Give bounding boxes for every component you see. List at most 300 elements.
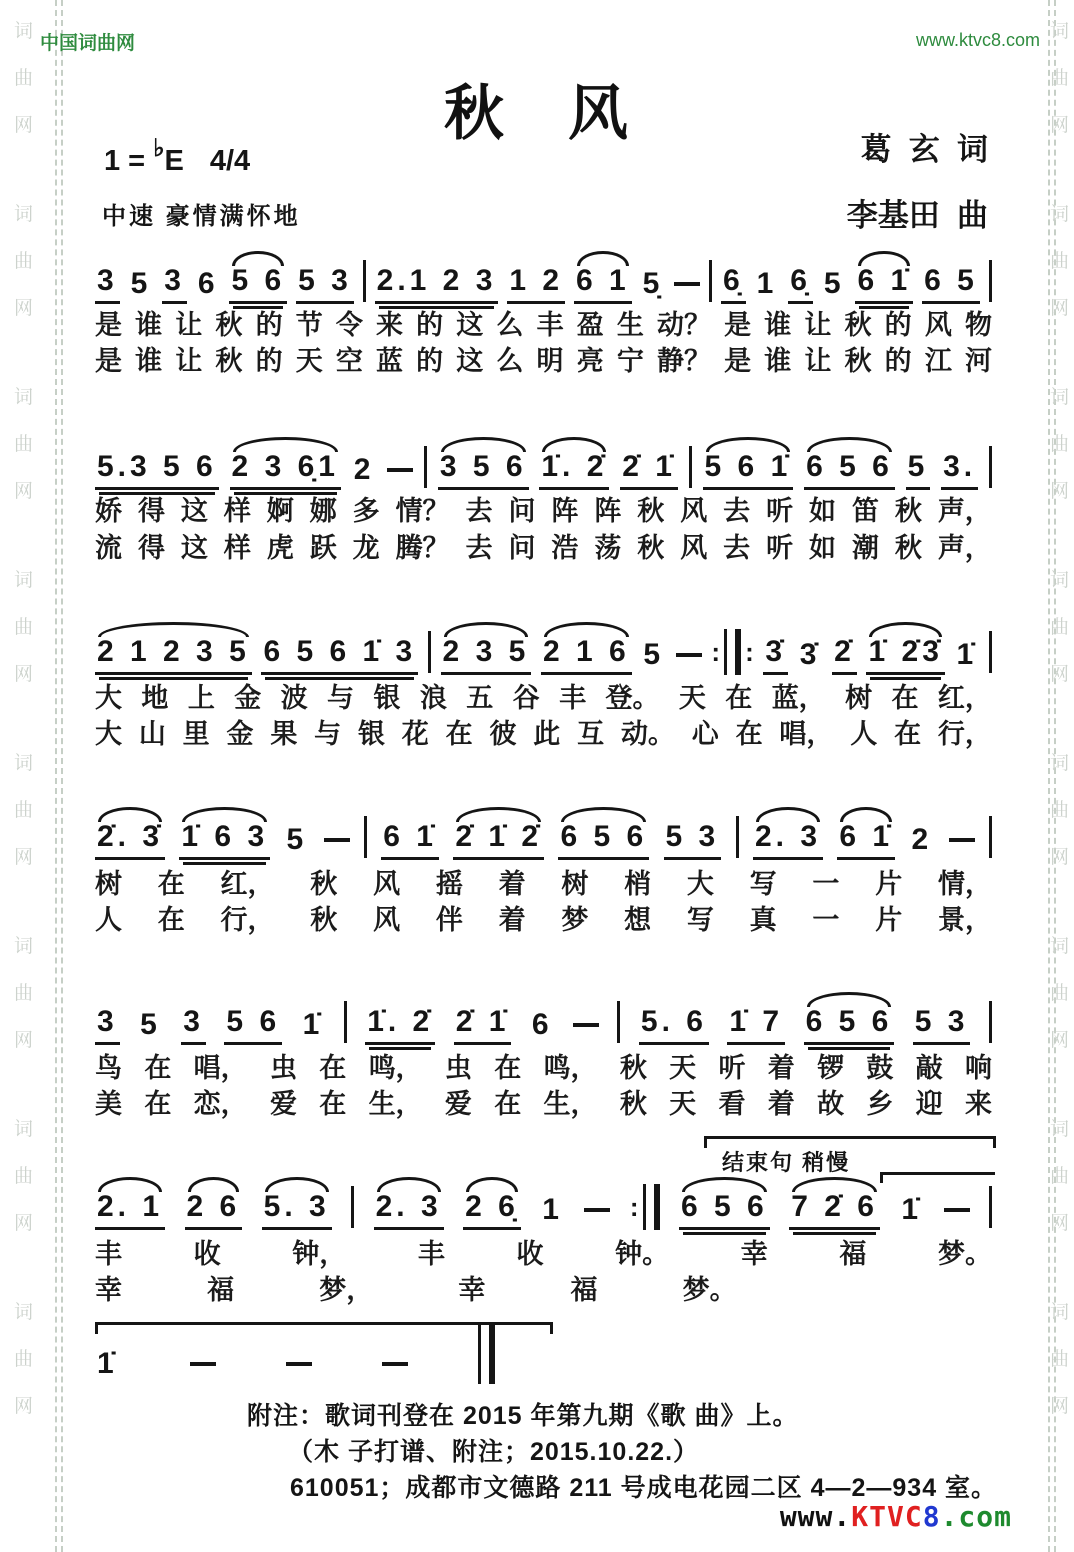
lyric-syllable: 鸣，	[543, 1053, 598, 1083]
watermark-char: 网	[1050, 481, 1070, 502]
lyric-syllable: 样	[223, 533, 251, 563]
watermark-group	[14, 374, 33, 515]
note-group: 5. 6	[639, 1005, 709, 1045]
lyric-syllable: 让	[804, 346, 832, 376]
note-dash	[382, 1362, 408, 1366]
tie-bracket	[880, 1172, 995, 1183]
notation-system-7	[95, 1332, 495, 1384]
note-group: 3	[162, 264, 187, 304]
ending-label: 结束句 稍慢	[722, 1150, 851, 1175]
left-dashed-border	[55, 0, 57, 1552]
lyric-syllable: 果	[270, 719, 298, 749]
watermark-char: 网	[14, 481, 34, 502]
lyric-syllable: 爱	[444, 1089, 472, 1119]
notation-system-6	[95, 1178, 992, 1230]
lyric-syllable: 片	[875, 869, 903, 899]
lyric-syllable: 钟，	[292, 1239, 347, 1269]
lyric-syllable: 来	[375, 310, 403, 340]
note-group: 6 5 6	[679, 1190, 770, 1230]
watermark-char: 网	[1050, 664, 1070, 685]
lyric-syllable: 梦。	[682, 1275, 737, 1305]
lyric-syllable: 山	[138, 719, 166, 749]
note-group: 6̣	[721, 264, 746, 304]
key-prefix: 1 =	[104, 145, 154, 177]
lyric-syllable: 秋	[844, 346, 872, 376]
note-group: 5 6	[229, 264, 287, 304]
lyric-syllable: 是	[95, 310, 122, 340]
watermark-char: 曲	[1050, 1349, 1070, 1370]
footnote-address: 610051；成都市文德路 211 号成电花园二区 4—2—934 室。	[290, 1474, 998, 1502]
note-group: 2̇. 3̇	[95, 820, 165, 860]
lyric-syllable: 这	[180, 533, 208, 563]
note-group: 2 3 5	[441, 635, 532, 675]
notation-system-5	[95, 993, 992, 1045]
lyric-syllable: 花	[401, 719, 429, 749]
note-group: 5	[140, 1008, 161, 1041]
lyric-syllable: 得	[137, 533, 165, 563]
lyric-syllable: 的	[255, 310, 283, 340]
lyric-syllable: 明	[536, 346, 564, 376]
barline	[351, 1186, 354, 1228]
note-group: 5	[643, 638, 665, 671]
lyric-syllable: 钟。	[615, 1239, 670, 1269]
repeat-sign	[711, 629, 753, 675]
lyric-syllable: 谁	[764, 346, 792, 376]
lyrics-row	[95, 1082, 992, 1121]
lyric-syllable: 的	[416, 310, 444, 340]
watermark-group	[14, 191, 33, 332]
barline	[424, 446, 427, 488]
lyric-syllable: 着	[767, 1089, 795, 1119]
lyrics-row	[95, 303, 992, 342]
watermark-char: 词	[14, 21, 34, 42]
lyric-syllable: 写	[686, 905, 714, 935]
note-group: 6 1̇	[837, 820, 895, 860]
lyric-syllable: 去	[465, 533, 493, 563]
note-group: 3.	[941, 450, 978, 490]
watermark-char: 曲	[1050, 1166, 1070, 1187]
notation-system-1	[95, 252, 992, 304]
lyrics-row	[95, 339, 992, 378]
note-group: 2 6̣	[463, 1190, 521, 1230]
lyric-syllable: 生，	[543, 1089, 598, 1119]
barline	[989, 816, 992, 858]
lyric-syllable: 的	[884, 310, 912, 340]
lyric-syllable: 伴	[435, 905, 463, 935]
lyric-syllable: 天	[669, 1053, 697, 1083]
note-group: 2. 3	[374, 1190, 444, 1230]
lyric-syllable: 天	[678, 683, 706, 713]
note-dash	[584, 1208, 610, 1212]
watermark-char: 网	[14, 1396, 34, 1417]
lyric-syllable: 秋	[215, 310, 243, 340]
lyric-syllable: 阵	[594, 496, 622, 526]
right-watermark-column	[1050, 8, 1069, 1472]
lyric-syllable: 丰	[536, 310, 564, 340]
barline	[364, 816, 367, 858]
barline	[989, 446, 992, 488]
watermark-group	[14, 740, 33, 881]
note-group: 1̇	[956, 638, 978, 671]
lyric-syllable: 是	[724, 310, 752, 340]
key-signature	[104, 134, 250, 178]
flat-sign: ♭	[153, 135, 165, 162]
note-group: 1̇ 2̇3̇	[866, 635, 944, 675]
watermark-char: 词	[1050, 1302, 1070, 1323]
lyric-syllable: 谷	[512, 683, 540, 713]
watermark-group	[1050, 374, 1069, 515]
note-group: 6 1	[574, 264, 632, 304]
note-group: 1̇	[97, 1347, 118, 1380]
note-group: 1̇. 2̇	[539, 450, 609, 490]
watermark-char: 词	[1050, 1119, 1070, 1140]
lyric-syllable: 锣	[817, 1053, 845, 1083]
lyric-syllable: 在	[894, 719, 922, 749]
lyric-syllable: 大	[95, 719, 122, 749]
lyric-syllable: 秋	[619, 1089, 647, 1119]
lyric-syllable: 收	[193, 1239, 221, 1269]
lyric-syllable: 一	[812, 905, 840, 935]
watermark-char: 网	[1050, 1030, 1070, 1051]
lyric-syllable: 来	[965, 1089, 992, 1119]
site-name-link[interactable]: 中国词曲网	[40, 33, 136, 54]
left-watermark-column	[14, 8, 33, 1472]
lyrics-row	[95, 1232, 992, 1271]
note-group: 5	[906, 450, 931, 490]
lyric-syllable: 爱	[269, 1089, 297, 1119]
lyric-syllable: 福	[570, 1275, 598, 1305]
lyric-syllable: 蓝	[375, 346, 403, 376]
site-url-link[interactable]: www.ktvc8.com	[915, 30, 1040, 50]
note-group: 5	[286, 823, 308, 856]
lyric-syllable: 是	[95, 346, 122, 376]
left-dashed-border	[61, 0, 63, 1552]
lyric-syllable: 流	[95, 533, 122, 563]
lyrics-row	[95, 1268, 992, 1307]
lyric-syllable: 福	[207, 1275, 235, 1305]
lyric-syllable: 蓝，	[771, 683, 826, 713]
lyric-syllable: 秋	[894, 533, 922, 563]
note-group: 5	[823, 267, 845, 300]
note-group: 1̇ 6 3	[179, 820, 270, 860]
note-group: 2̇	[832, 635, 857, 675]
watermark-group	[14, 1106, 33, 1247]
note-group: 5.3 5 6	[95, 450, 219, 490]
lyric-syllable: 金	[226, 719, 254, 749]
watermark-char: 词	[14, 753, 34, 774]
lyric-syllable: 的	[255, 346, 283, 376]
note-dash	[944, 1208, 970, 1212]
watermark-char: 词	[1050, 387, 1070, 408]
lyric-syllable: 迎	[915, 1089, 943, 1119]
lyric-syllable: 腾？	[395, 533, 450, 563]
note-group: 6 5 6 1̇ 3	[261, 635, 418, 675]
lyric-syllable: 宁	[616, 346, 644, 376]
lyric-syllable: 笛	[851, 496, 879, 526]
lyric-syllable: 谁	[764, 310, 792, 340]
lyric-syllable: 江	[924, 346, 952, 376]
barline	[709, 260, 712, 302]
lyric-syllable: 银	[373, 683, 401, 713]
lyric-syllable: 幸	[458, 1275, 486, 1305]
note-group: 1̇. 2̇	[365, 1005, 435, 1045]
lyric-syllable: 声，	[937, 496, 992, 526]
watermark-group	[1050, 923, 1069, 1064]
note-group: 2̇ 1̇	[620, 450, 678, 490]
note-group: 2.1 2 3	[375, 264, 499, 304]
watermark-group	[14, 557, 33, 698]
note-group: 5 6 1̇	[703, 450, 794, 490]
note-group: 2. 3	[753, 820, 823, 860]
lyric-syllable: 写	[749, 869, 777, 899]
note-dash	[573, 1023, 599, 1027]
lyric-syllable: 静？	[656, 346, 711, 376]
lyric-syllable: 让	[804, 310, 832, 340]
time-signature: 4/4	[209, 145, 251, 177]
lyric-syllable: 树	[845, 683, 873, 713]
lyric-syllable: 风	[680, 496, 708, 526]
lyric-syllable: 着	[767, 1053, 795, 1083]
watermark-group	[1050, 1106, 1069, 1247]
note-group: 5 3	[664, 820, 722, 860]
lyric-syllable: 去	[723, 533, 751, 563]
lyrics-row	[95, 676, 992, 715]
lyric-syllable: 风	[373, 869, 401, 899]
song-title: 秋 风	[444, 81, 630, 147]
lyric-syllable: 鸣，	[368, 1053, 423, 1083]
note-group: 5	[130, 267, 152, 300]
barline	[989, 1186, 992, 1228]
note-group: 2 1 6	[541, 635, 632, 675]
lyric-syllable: 秋	[894, 496, 922, 526]
note-group: 6 1̇	[855, 264, 913, 304]
repeat-dots: :	[629, 1191, 639, 1222]
logo-ktvc: KTVC	[851, 1500, 923, 1533]
lyric-syllable: 婀	[266, 496, 294, 526]
repeat-dots: :	[711, 636, 721, 667]
lyrics-row	[95, 862, 992, 901]
lyric-syllable: 梦。	[938, 1239, 992, 1269]
lyric-syllable: 么	[496, 310, 524, 340]
lyric-syllable: 风	[373, 905, 401, 935]
lyric-syllable: 与	[314, 719, 342, 749]
lyric-syllable: 动？	[656, 310, 711, 340]
lyric-syllable: 亮	[576, 346, 604, 376]
lyric-syllable: 红，	[220, 869, 275, 899]
note-group: 3	[95, 1005, 120, 1045]
lyric-syllable: 秋	[215, 346, 243, 376]
note-dash	[387, 468, 413, 472]
lyrics-row	[95, 526, 992, 565]
barline	[428, 631, 431, 673]
watermark-char: 曲	[1050, 983, 1070, 1004]
barline	[989, 1001, 992, 1043]
lyric-syllable: 秋	[310, 905, 338, 935]
watermark-char: 网	[1050, 298, 1070, 319]
watermark-char: 词	[14, 387, 34, 408]
repeat-barline	[724, 629, 741, 675]
watermark-char: 曲	[14, 983, 34, 1004]
lyric-syllable: 这	[180, 496, 208, 526]
note-group: 5 6	[224, 1005, 282, 1045]
lyric-syllable: 丰	[417, 1239, 445, 1269]
lyric-syllable: 得	[137, 496, 165, 526]
watermark-char: 曲	[14, 68, 34, 89]
note-group: 6 5 6	[804, 450, 895, 490]
lyric-syllable: 听	[718, 1053, 746, 1083]
lyric-syllable: 听	[766, 533, 794, 563]
lyric-syllable: 样	[223, 496, 251, 526]
note-group: 6	[531, 1008, 553, 1041]
lyrics-row	[95, 1046, 992, 1085]
final-note-bracket	[95, 1322, 553, 1334]
lyric-syllable: 唱，	[193, 1053, 248, 1083]
lyric-syllable: 树	[561, 869, 589, 899]
lyric-syllable: 在	[494, 1089, 522, 1119]
note-dash	[676, 653, 702, 657]
watermark-char: 网	[14, 664, 34, 685]
watermark-char: 网	[1050, 1213, 1070, 1234]
watermark-char: 曲	[14, 1349, 34, 1370]
lyric-syllable: 登。	[605, 683, 660, 713]
notation-system-4	[95, 808, 992, 860]
watermark-char: 曲	[14, 800, 34, 821]
lyrics-row	[95, 712, 992, 751]
barline	[736, 816, 739, 858]
lyric-syllable: 幸	[95, 1275, 122, 1305]
lyric-syllable: 秋	[844, 310, 872, 340]
note-group: 1 2	[507, 264, 565, 304]
lyric-syllable: 盈	[576, 310, 604, 340]
lyric-syllable: 娜	[309, 496, 337, 526]
lyric-syllable: 五	[466, 683, 494, 713]
lyric-syllable: 多	[352, 496, 380, 526]
note-group: 3 5 6	[438, 450, 529, 490]
note-group: 2	[353, 453, 375, 486]
note-group: 1̇ 7	[727, 1005, 785, 1045]
lyric-syllable: 秋	[619, 1053, 647, 1083]
lyric-syllable: 互	[577, 719, 605, 749]
lyric-syllable: 动。	[620, 719, 675, 749]
lyric-syllable: 行，	[937, 719, 992, 749]
lyric-syllable: 这	[456, 310, 484, 340]
lyric-syllable: 在	[319, 1053, 347, 1083]
lyric-syllable: 金	[234, 683, 262, 713]
lyric-syllable: 响	[965, 1053, 992, 1083]
lyric-syllable: 问	[508, 496, 536, 526]
watermark-group	[14, 1289, 33, 1430]
note-group: 2 1 2 3 5	[95, 635, 252, 675]
lyric-syllable: 幸	[740, 1239, 768, 1269]
lyric-syllable: 看	[718, 1089, 746, 1119]
lyric-syllable: 在	[144, 1053, 172, 1083]
lyric-syllable: 波	[280, 683, 308, 713]
note-group: 1	[542, 1193, 563, 1226]
lyric-syllable: 潮	[851, 533, 879, 563]
repeat-sign	[630, 1184, 660, 1230]
note-group: 2̇ 1̇ 2̇	[453, 820, 544, 860]
watermark-char: 曲	[14, 1166, 34, 1187]
lyric-syllable: 梢	[624, 869, 652, 899]
footnote-transcriber: （木 子打谱、附注；2015.10.22.）	[288, 1438, 700, 1466]
watermark-char: 网	[14, 1213, 34, 1234]
lyric-syllable: 在	[157, 869, 185, 899]
note-group: 1̇	[302, 1008, 324, 1041]
note-group: 3̇	[763, 635, 788, 675]
lyric-syllable: 虫	[269, 1053, 297, 1083]
lyric-syllable: 在	[725, 683, 753, 713]
note-dash	[286, 1362, 312, 1366]
footnote-publication: 附注：歌词刊登在 2015 年第九期《歌 曲》上。	[247, 1402, 799, 1430]
lyric-syllable: 行，	[220, 905, 275, 935]
lyric-syllable: 大	[686, 869, 714, 899]
lyric-syllable: 风	[680, 533, 708, 563]
note-group: 2 6	[185, 1190, 243, 1230]
watermark-char: 曲	[14, 617, 34, 638]
lyric-syllable: 美	[95, 1089, 122, 1119]
lyric-syllable: 里	[182, 719, 210, 749]
barline	[989, 260, 992, 302]
watermark-char: 词	[1050, 753, 1070, 774]
watermark-char: 曲	[1050, 68, 1070, 89]
lyric-syllable: 去	[723, 496, 751, 526]
lyric-syllable: 摇	[435, 869, 463, 899]
lyric-syllable: 虫	[444, 1053, 472, 1083]
ktvc8-logo	[780, 1500, 1012, 1533]
lyric-syllable: 在	[157, 905, 185, 935]
notation-system-3	[95, 623, 992, 675]
watermark-char: 网	[14, 847, 34, 868]
note-group: 6	[197, 267, 219, 300]
note-dash	[674, 282, 700, 286]
watermark-char: 词	[14, 1119, 34, 1140]
repeat-dots: :	[745, 636, 754, 667]
lyric-syllable: 红，	[937, 683, 992, 713]
lyric-syllable: 浩	[551, 533, 579, 563]
watermark-char: 词	[14, 1302, 34, 1323]
lyric-syllable: 让	[175, 346, 203, 376]
lyric-syllable: 收	[516, 1239, 544, 1269]
watermark-char: 网	[14, 298, 34, 319]
lyric-syllable: 去	[465, 496, 493, 526]
barline	[689, 446, 692, 488]
lyric-syllable: 荡	[594, 533, 622, 563]
lyric-syllable: 梦，	[319, 1275, 374, 1305]
lyric-syllable: 在	[144, 1089, 172, 1119]
watermark-char: 曲	[14, 434, 34, 455]
lyric-syllable: 鸟	[95, 1053, 122, 1083]
note-group: 7 2̇ 6	[789, 1190, 880, 1230]
watermark-char: 曲	[1050, 800, 1070, 821]
lyric-syllable: 的	[416, 346, 444, 376]
lyric-syllable: 鼓	[866, 1053, 894, 1083]
lyric-syllable: 龙	[352, 533, 380, 563]
lyric-syllable: 心	[691, 719, 719, 749]
watermark-char: 曲	[14, 251, 34, 272]
lyric-syllable: 如	[809, 533, 836, 563]
barline	[617, 1001, 620, 1043]
lyric-syllable: 与	[327, 683, 355, 713]
key-letter: E	[164, 145, 184, 177]
lyric-syllable: 敲	[915, 1053, 943, 1083]
lyric-syllable: 彼	[489, 719, 517, 749]
note-group: 1̇	[901, 1193, 923, 1226]
lyric-syllable: 阵	[551, 496, 579, 526]
lyric-syllable: 梦	[561, 905, 589, 935]
note-group: 5 3	[296, 264, 354, 304]
note-group: 6 5 6	[804, 1005, 895, 1045]
note-group: 6 5 6	[558, 820, 649, 860]
